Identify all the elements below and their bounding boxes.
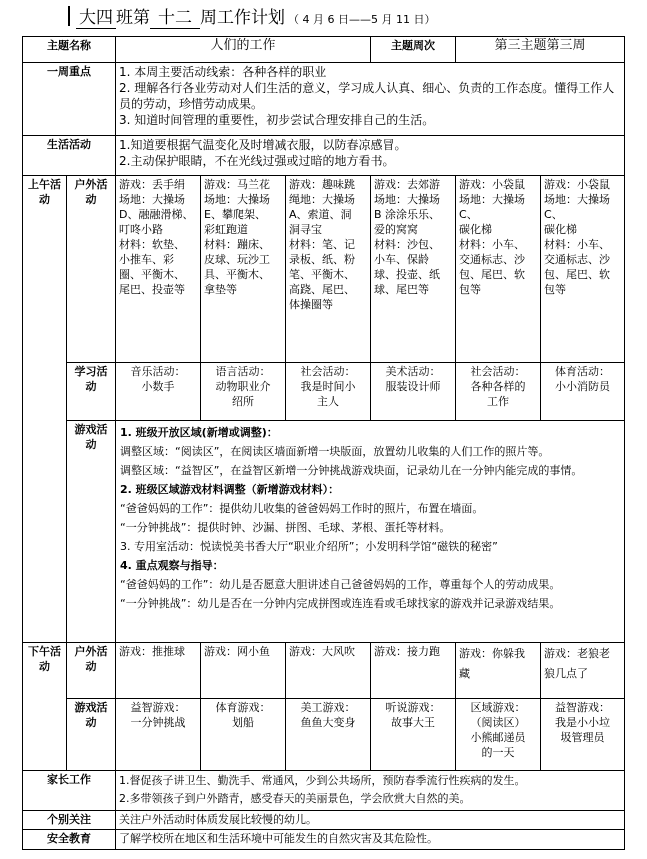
- morning-study-day: 体育活动： 小小消防员: [541, 363, 625, 421]
- afternoon-game-label: 游戏活动: [67, 699, 116, 771]
- weekly-focus-content: [116, 63, 625, 136]
- afternoon-outdoor-row: [23, 643, 625, 699]
- afternoon-game-day: 益智游戏： 我是小小垃 圾管理员: [541, 699, 625, 771]
- afternoon-game-row: [23, 699, 625, 771]
- morning-study-label: 学习活动: [67, 363, 116, 421]
- afternoon-outdoor-day: 游戏：网小鱼: [201, 643, 286, 699]
- morning-study-row: [23, 363, 625, 421]
- family-line: 2.多带领孩子到户外踏青，感受春天的美丽景色，学会欣赏大自然的美。: [119, 792, 471, 805]
- morning-study-day: 社会活动： 各种各样的 工作: [456, 363, 541, 421]
- family-work-label: 家长工作: [23, 771, 116, 811]
- afternoon-game-day: 区域游戏： （阅读区） 小熊邮递员 的一天: [456, 699, 541, 771]
- afternoon-activity-label: 下午活动: [23, 643, 67, 771]
- plan-title: [68, 5, 643, 31]
- title-bar: [68, 6, 70, 26]
- afternoon-outdoor-day: 游戏：老狼老 狼几点了: [541, 643, 625, 699]
- focus-line: 2. 理解各行各业劳动对人们生活的意义，学习成人认真、细心、负责的工作态度。懂得工作人员的劳动，珍惜劳动成果。: [119, 81, 615, 111]
- game-line: “一分钟挑战”：幼儿是否在一分钟内完成拼图或连连看或毛球找家的游戏并记录游戏结果。: [120, 597, 561, 610]
- title-week-number: 十二: [150, 8, 200, 29]
- individual-attention-content: 关注户外活动时体质发展比较慢的幼儿。: [116, 811, 625, 830]
- theme-week-value: 第三主题第三周: [456, 37, 625, 63]
- afternoon-outdoor-day: 游戏：大风吹: [286, 643, 371, 699]
- title-class-grade: 大四: [76, 8, 116, 29]
- life-line: 1.知道要根据气温变化及时增减衣服，以防春凉感冒。: [119, 138, 407, 152]
- life-line: 2.主动保护眼睛，不在光线过强或过暗的地方看书。: [119, 154, 395, 168]
- morning-study-day: 音乐活动： 小数手: [116, 363, 201, 421]
- life-activity-label: 生活活动: [23, 136, 116, 176]
- game-line: 调整区域：“阅读区”，在阅读区墙面新增一块版面，放置幼儿收集的人们工作的照片等。: [120, 445, 550, 458]
- game-line: 3. 专用室活动：悦读悦美书香大厅“职业介绍所”；小发明科学馆“磁铁的秘密”: [120, 540, 498, 553]
- game-line: 调整区域：“益智区”，在益智区新增一分钟挑战游戏块面，记录幼儿在一分钟内能完成的事情。: [120, 464, 583, 477]
- life-activity-content: [116, 136, 625, 176]
- morning-study-day: 语言活动： 动物职业介 绍所: [201, 363, 286, 421]
- game-line: “一分钟挑战”：提供时钟、沙漏、拼图、毛球、茅根、蛋托等材料。: [120, 521, 451, 534]
- individual-attention-label: 个别关注: [23, 811, 116, 830]
- morning-game-row: [23, 421, 625, 643]
- morning-outdoor-label: 户外活动: [67, 176, 116, 363]
- afternoon-game-day: 体育游戏： 划船: [201, 699, 286, 771]
- morning-activity-label: 上午活动: [23, 176, 67, 643]
- afternoon-outdoor-day: 游戏：你躲我 藏: [456, 643, 541, 699]
- focus-line: 1. 本周主要活动线索：各种各样的职业: [119, 65, 327, 79]
- morning-study-day: 社会活动： 我是时间小 主人: [286, 363, 371, 421]
- morning-game-content: [116, 421, 625, 643]
- morning-outdoor-day: 游戏：小袋鼠 场地：大操场 C、 碳化梯 材料：小车、 交通标志、沙 包、尾巴、软 包等: [541, 176, 625, 363]
- safety-education-label: 安全教育: [23, 830, 116, 850]
- afternoon-outdoor-label: 户外活动: [67, 643, 116, 699]
- afternoon-game-day: 美工游戏： 鱼鱼大变身: [286, 699, 371, 771]
- morning-outdoor-day: 游戏：马兰花 场地：大操场 E、攀爬架、 彩虹跑道 材料：蹦床、 皮球、玩沙工 具、平衡木、 拿垫等: [201, 176, 286, 363]
- game-line: “爸爸妈妈的工作”：提供幼儿收集的爸爸妈妈工作时的照片，布置在墙面。: [120, 502, 484, 515]
- morning-outdoor-row: [23, 176, 625, 363]
- title-date-range: （ 4 月 6 日——5 月 11 日）: [288, 13, 436, 26]
- afternoon-outdoor-day: 游戏：接力跑: [371, 643, 456, 699]
- morning-outdoor-day: 游戏：趣味跳 绳地：大操场 A、索道、洞 洞寻宝 材料：笔、记 录板、纸、粉 笔、平衡木、 高跷、尾巴、 体操圈等: [286, 176, 371, 363]
- safety-education-content: 了解学校所在地区和生活环境中可能发生的自然灾害及其危险性。: [116, 830, 625, 850]
- afternoon-game-day: 益智游戏： 一分钟挑战: [116, 699, 201, 771]
- focus-line: 3. 知道时间管理的重要性，初步尝试合理安排自己的生活。: [119, 113, 435, 127]
- morning-outdoor-day: 游戏：小袋鼠 场地：大操场 C、 碳化梯 材料：小车、 交通标志、沙 包、尾巴、软 包等: [456, 176, 541, 363]
- family-work-content: [116, 771, 625, 811]
- family-line: 1.督促孩子讲卫生、勤洗手、常通风，少到公共场所，预防春季流行性疾病的发生。: [119, 774, 526, 787]
- game-line: 2. 班级区域游戏材料调整（新增游戏材料）：: [120, 483, 340, 496]
- game-line: 1. 班级开放区域(新增或调整)：: [120, 426, 278, 439]
- theme-name-value: 人们的工作: [116, 37, 371, 63]
- morning-game-label: 游戏活动: [67, 421, 116, 643]
- afternoon-game-day: 听说游戏： 故事大王: [371, 699, 456, 771]
- title-mid1: 班第: [116, 8, 150, 28]
- morning-outdoor-day: 游戏：丢手绢 场地：大操场 D、融融滑梯、 叮咚小路 材料：软垫、 小推车、彩 圈、平衡木、 尾巴、投壶等: [116, 176, 201, 363]
- theme-week-label: 主题周次: [371, 37, 456, 63]
- morning-outdoor-day: 游戏：去郊游 场地：大操场 B 涂涂乐乐、 爱的窝窝 材料：沙包、 小车、保龄 球、投壶、纸 球、尾巴等: [371, 176, 456, 363]
- weekly-focus-label: 一周重点: [23, 63, 116, 136]
- title-mid2: 周工作计划: [200, 8, 285, 28]
- weekly-plan-table: [22, 36, 625, 850]
- game-line: “爸爸妈妈的工作”：幼儿是否愿意大胆讲述自己爸爸妈妈的工作，尊重每个人的劳动成果。: [120, 578, 561, 591]
- game-line: 4. 重点观察与指导：: [120, 559, 224, 572]
- afternoon-outdoor-day: 游戏：推推球: [116, 643, 201, 699]
- morning-study-day: 美术活动： 服装设计师: [371, 363, 456, 421]
- theme-name-label: 主题名称: [23, 37, 116, 63]
